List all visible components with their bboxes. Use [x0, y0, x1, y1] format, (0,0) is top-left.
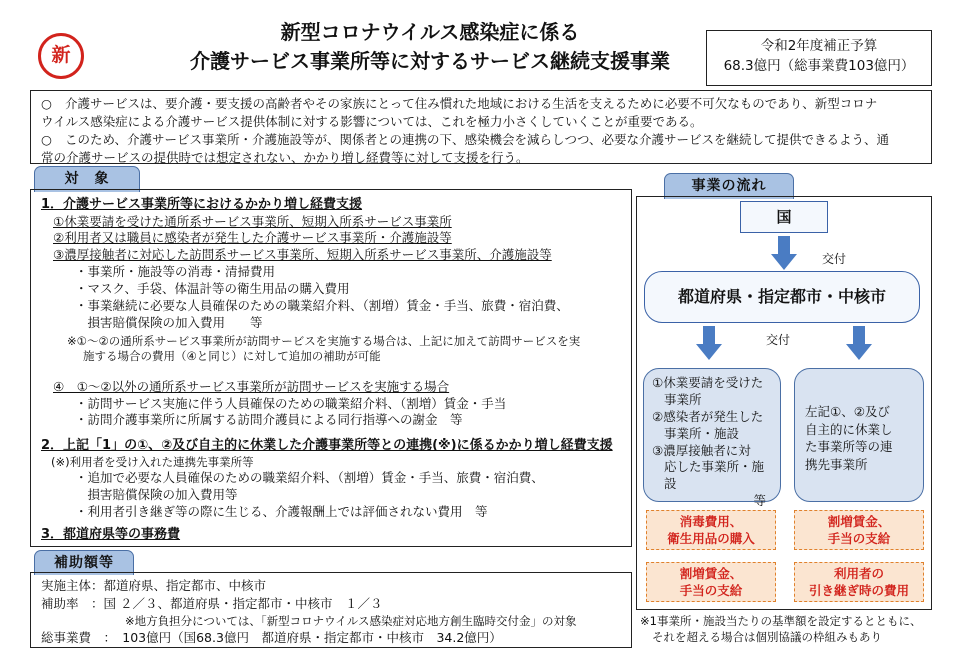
flow-node-line: 等 — [753, 493, 766, 509]
flow-node-line: 携先事業所 — [805, 456, 868, 472]
flow-note-line: ※1事業所・施設当たりの基準額を設定するとともに、 — [640, 614, 922, 628]
target-tab: 対 象 — [34, 166, 140, 192]
flow-node-line: ②感染者が発生した — [652, 408, 764, 424]
intro-text-line: ウイルス感染症による介護サービス提供体制に対する影響については、これを極力小さくしていくことが重要である。 — [41, 113, 703, 129]
intro-text-line: このため、介護サービス事業所・介護施設等が、関係者との連携の下、感染機会を減らしつつ、必要な介護サービスを継続して提供できるよう、通 — [65, 131, 890, 147]
target-item: ③濃厚接触者に対応した訪問系サービス事業所、短期入所系サービス事業所、介護施設等 — [53, 247, 552, 263]
target-box — [30, 189, 632, 547]
target-note: ※①～②の通所系サービス事業所が訪問サービスを実施する場合は、上記に加えて訪問サービスを実 — [67, 333, 581, 348]
down-arrow-icon — [696, 326, 722, 360]
flow-node-line: た事業所等の連 — [805, 439, 893, 454]
intro-box — [30, 90, 932, 164]
cost-line: ・訪問介護事業所に所属する訪問介護員による同行指導への謝金 等 — [75, 412, 463, 428]
intro-paragraph — [41, 131, 921, 149]
flow-node-line: ③濃厚接触者に対 — [652, 442, 751, 458]
flow-node-affected-facilities — [643, 368, 781, 509]
flow-tag-line: 手当の支給 — [679, 582, 743, 598]
intro-text — [65, 95, 877, 113]
budget-line-2: 68.3億円（総事業費103億円） — [723, 58, 915, 75]
flow-tag-line: 割増賃金、 — [827, 514, 891, 529]
target-item: ①休業要請を受けた通所系サービス事業所、短期入所系サービス事業所 — [53, 213, 452, 229]
flow-tag-line: 利用者の — [833, 566, 884, 581]
flow-note-line: それを超える場合は個別協議の枠組みもあり — [652, 630, 882, 645]
bullet-circle-icon: ○ — [41, 96, 52, 111]
subsidy-box — [30, 572, 632, 648]
subsidy-note: ※地方負担分については、「新型コロナウイルス感染症対応地方創生臨時交付金」の対象 — [125, 613, 577, 628]
budget-box — [706, 30, 932, 86]
target-heading-3: 3．都道府県等の事務費 — [41, 527, 181, 543]
title-line-2: 介護サービス事業所等に対するサービス継続支援事業 — [190, 49, 670, 73]
flow-tab: 事業の流れ — [664, 173, 794, 199]
flow-node-line: 応した事業所・施設 — [664, 459, 765, 492]
flow-tag-line: 割増賃金、 — [679, 566, 743, 581]
budget-line-1: 令和2年度補正予算 — [760, 38, 878, 54]
new-badge: 新 — [38, 33, 84, 79]
target-note: 施する場合の費用（④と同じ）に対して追加の補助が可能 — [83, 349, 381, 364]
cost-line: ・マスク、手袋、体温計等の衛生用品の購入費用 — [75, 281, 350, 297]
subsidy-line: 補助率 ：国 ２／３、都道府県・指定都市・中核市 １／３ — [41, 595, 383, 611]
subsidy-line: 実施主体：都道府県、指定都市、中核市 — [41, 578, 267, 593]
target-heading-2: 2．上記「1」の①、②及び自主的に休業した介護事業所等との連携(※)に係るかかり増し経費支援 — [41, 438, 613, 454]
flow-node-line: 自主的に休業し — [805, 421, 893, 437]
flow-label-kofu: 交付 — [766, 333, 791, 347]
flow-tag — [794, 562, 924, 602]
flow-node-kuni: 国 — [740, 201, 828, 233]
bullet-circle-icon: ○ — [41, 131, 52, 147]
flow-tag-line: 衛生用品の購入 — [667, 530, 755, 546]
target-heading-1: 1．介護サービス事業所等におけるかかり増し経費支援 — [41, 197, 363, 212]
cost-line: ・追加で必要な人員確保のための職業紹介料、（割増）賃金・手当、旅費・宿泊費、 — [75, 470, 544, 486]
flow-tag — [646, 562, 776, 602]
target-item-4: ④ ①～②以外の通所系サービス事業所が訪問サービスを実施する場合 — [53, 378, 450, 394]
flow-node-partner-facilities — [794, 368, 924, 502]
flow-tag-line: 手当の支給 — [827, 530, 891, 546]
flow-node-line: 事業所・施設 — [664, 425, 740, 441]
flow-node-line: ①休業要請を受けた — [652, 375, 764, 390]
cost-line: 損害賠償保険の加入費用 等 — [75, 314, 263, 330]
title-line-1: 新型コロナウイルス感染症に係る — [280, 20, 580, 44]
flow-tag-line: 消毒費用、 — [679, 514, 743, 529]
intro-paragraph — [41, 95, 921, 113]
flow-node-line: 事業所 — [664, 391, 702, 407]
flow-tag-line: 引き継ぎ時の費用 — [808, 582, 909, 598]
target-item: ②利用者又は職員に感染者が発生した介護サービス事業所・介護施設等 — [53, 230, 452, 246]
flow-label-kofu: 交付 — [822, 252, 847, 266]
intro-text-line: 常の介護サービスの提供時では想定されない、かかり増し経費等に対して支援を行う。 — [41, 149, 529, 165]
intro-paragraph-cont — [41, 149, 921, 167]
flow-note — [640, 613, 940, 645]
page-title — [140, 18, 720, 76]
intro-text-line: 介護サービスは、要介護・要支援の高齢者やその家族にとって住み慣れた地域における生活を支えるために必要不可欠なものであり、新型コロナ — [65, 96, 878, 111]
cost-line: ・訪問サービス実施に伴う人員確保のための職業紹介料、（割増）賃金・手当 — [75, 395, 507, 411]
cost-line: ・事業所・施設等の消毒・清掃費用 — [75, 264, 276, 280]
down-arrow-icon — [846, 326, 872, 360]
cost-line: 損害賠償保険の加入費用等 — [75, 487, 238, 503]
intro-paragraph-cont — [41, 113, 921, 131]
subsidy-line: 総事業費 ： 103億円（国68.3億円 都道府県・指定都市・中核市 34.2億円） — [41, 629, 502, 645]
down-arrow-icon — [771, 236, 797, 270]
target-heading-2-note: (※)利用者を受け入れた連携先事業所等 — [51, 454, 254, 469]
cost-line: ・利用者引き継ぎ等の際に生じる、介護報酬上では評価されない費用 等 — [75, 504, 488, 520]
subsidy-tab: 補助額等 — [34, 550, 134, 575]
flow-tag — [646, 510, 776, 550]
flow-node-prefecture: 都道府県・指定都市・中核市 — [644, 271, 920, 323]
flow-tag — [794, 510, 924, 550]
cost-line: ・事業継続に必要な人員確保のための職業紹介料、（割増）賃金・手当、旅費・宿泊費、 — [75, 297, 569, 313]
flow-node-line: 左記①、②及び — [805, 404, 890, 419]
